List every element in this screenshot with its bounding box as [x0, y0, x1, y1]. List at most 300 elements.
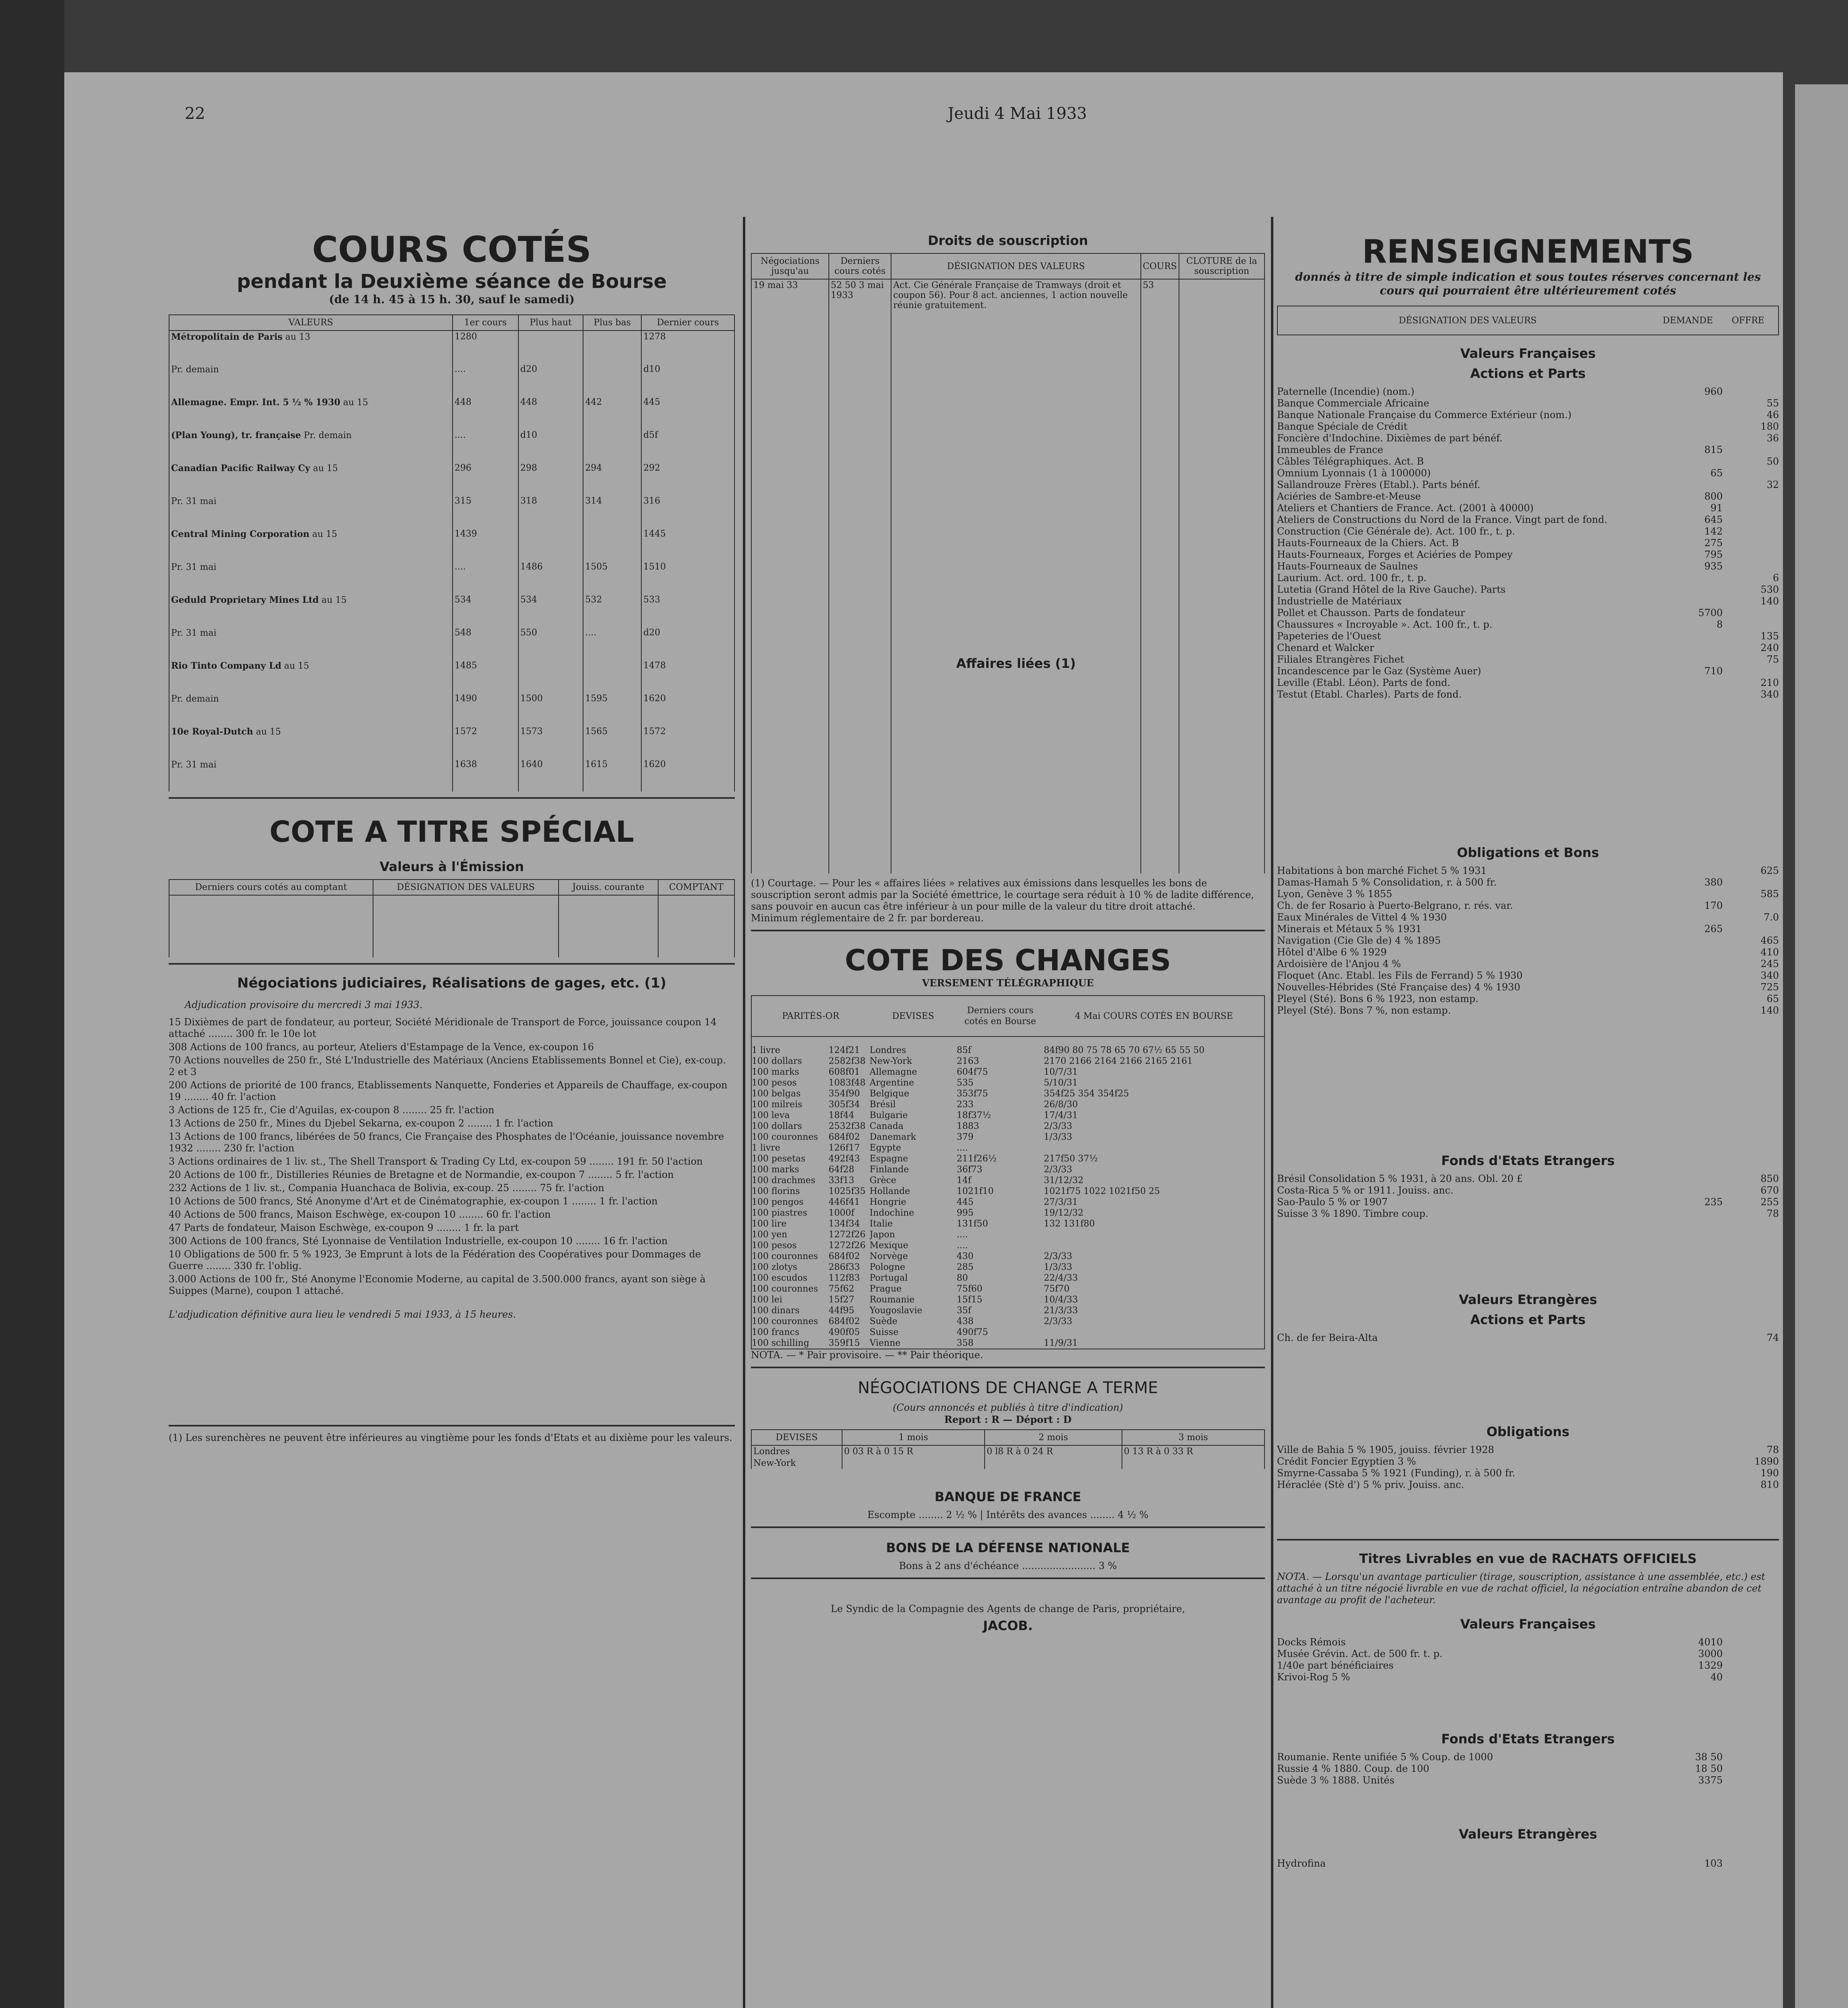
cours-last: 1620 — [641, 759, 734, 792]
list-item — [1277, 502, 1779, 514]
table-cell: 5/10/31 — [1044, 1078, 1078, 1088]
negociations-intro: Adjudication provisoire du mercredi 3 mai 1933. — [185, 999, 423, 1010]
value-demande — [1662, 982, 1723, 993]
value-demande: 815 — [1704, 444, 1723, 455]
table-cell: Espagne — [869, 1154, 908, 1164]
list-item: 10 Actions de 500 francs, Sté Anonyme d'Art et de Cinématographie, ex-coupon 1 ........ 1 fr. l'action — [169, 1196, 658, 1207]
value-offre: 245 — [1760, 958, 1779, 969]
table-row — [752, 1218, 1264, 1229]
value-demande: 5700 — [1698, 607, 1723, 618]
value-demande: 65 — [1710, 467, 1723, 479]
table-cell: 36f73 — [957, 1165, 983, 1175]
value-name: Brésil Consolidation 5 % 1931, à 20 ans. Obl. 20 £ — [1277, 1173, 1523, 1184]
table-cell: 100 lei — [752, 1295, 783, 1305]
table-cell: 1083f48 — [828, 1078, 866, 1088]
cours-name-text: Allemagne. Empr. Int. 5 ½ % 1930 — [171, 397, 341, 408]
cours-name — [169, 561, 453, 594]
list-item: 15 Dixièmes de part de fondateur, au porteur, Société Méridionale de Transport de Force, jouissance coupon 14 attaché ........ 300 fr. le 10e lot — [169, 1016, 717, 1039]
value-demande — [1662, 409, 1723, 421]
cours-title: COURS COTÉS — [312, 229, 592, 270]
column-header: 1er cours — [453, 315, 518, 331]
banque-line: Escompte ........ 2 ½ % | Intérêts des avances ........ 4 ½ % — [867, 1509, 1148, 1520]
value-name: Hydrofina — [1277, 1858, 1326, 1869]
page-number: 22 — [185, 104, 205, 123]
cours-last: 292 — [641, 462, 734, 495]
table-cell: Finlande — [869, 1165, 909, 1175]
table-row — [752, 1077, 1264, 1088]
column-header: Négociations jusqu'au — [751, 253, 829, 279]
value-demande: 275 — [1704, 537, 1723, 549]
table-cell: Hongrie — [869, 1197, 906, 1207]
value-name: Chaussures « Incroyable ». Act. 100 fr., t. p. — [1277, 619, 1493, 630]
value-offre: 530 — [1760, 584, 1779, 595]
value-demande: 3375 — [1698, 1775, 1723, 1786]
table-row — [752, 1229, 1264, 1240]
t-ve-title: Valeurs Etrangères — [1458, 1826, 1597, 1842]
table-row — [752, 1088, 1264, 1099]
page-header — [185, 104, 1848, 129]
value-demande: 800 — [1704, 491, 1723, 502]
droits-title: Droits de souscription — [928, 233, 1088, 248]
table-cell: Londres — [869, 1045, 906, 1055]
table-cell: .... — [957, 1143, 968, 1153]
cours-low: .... — [583, 627, 641, 660]
table-row — [169, 561, 734, 594]
column-header: Plus haut — [518, 315, 583, 331]
value-name: Ch. de fer Rosario à Puerto-Belgrano, r. rés. var. — [1277, 900, 1513, 911]
list-item — [1277, 491, 1779, 502]
value-name: Damas-Hamah 5 % Consolidation, r. à 500 fr. — [1277, 877, 1497, 888]
list-item: 13 Actions de 250 fr., Mines du Djebel Sekarna, ex-coupon 2 ........ 1 fr. l'action — [169, 1118, 553, 1129]
cours-name — [169, 759, 453, 792]
syndic-name: JACOB. — [983, 1618, 1033, 1633]
table-cell: 684f02 — [828, 1132, 860, 1142]
renseignements-title: RENSEIGNEMENTS — [1362, 233, 1694, 270]
table-cell: 10/4/33 — [1044, 1295, 1078, 1305]
table-row — [169, 726, 734, 759]
divider — [751, 1367, 1265, 1368]
table-cell: 18f44 — [828, 1110, 855, 1120]
cours-low — [583, 363, 641, 396]
cours-low — [583, 331, 641, 363]
table-cell: 0 13 R à 0 33 R — [1122, 1445, 1265, 1457]
cours-first: 1572 — [453, 726, 518, 759]
cours-name-text: Rio Tinto Company Ld — [171, 661, 281, 671]
value-demande: 40 — [1710, 1671, 1723, 1683]
value-demande: 380 — [1704, 877, 1723, 888]
changes-subtitle: VERSEMENT TÉLÉGRAPHIQUE — [922, 977, 1094, 989]
negociations-closing: L'adjudication définitive aura lieu le vendredi 5 mai 1933, à 15 heures. — [169, 1309, 516, 1320]
changes-table — [751, 995, 1265, 1349]
bons-line: Bons à 2 ans d'échéance ........................ 3 % — [899, 1560, 1117, 1571]
cours-name — [169, 660, 453, 693]
column-cours — [169, 217, 735, 2008]
value-demande — [1662, 456, 1723, 467]
table-cell: 100 dinars — [752, 1306, 800, 1316]
table-cell: 2/3/33 — [1044, 1316, 1073, 1326]
value-name: Sao-Paulo 5 % or 1907 — [1277, 1196, 1388, 1208]
table-cell: 100 florins — [752, 1186, 800, 1196]
table-row — [169, 594, 734, 627]
value-offre: 340 — [1760, 970, 1779, 981]
table-cell: 2/3/33 — [1044, 1121, 1073, 1131]
table-cell: 132 131f80 — [1044, 1219, 1095, 1229]
value-demande: 645 — [1704, 514, 1723, 525]
cours-term: Pr. 31 mai — [171, 628, 216, 638]
table-row — [752, 1284, 1264, 1294]
value-offre — [1723, 900, 1779, 912]
value-offre: 36 — [1766, 433, 1779, 444]
list-item — [1277, 537, 1779, 549]
table-cell: 124f21 — [828, 1045, 860, 1055]
value-demande: 935 — [1704, 561, 1723, 572]
column-header: DEVISES — [892, 1011, 934, 1021]
value-demande — [1662, 1208, 1723, 1220]
cours-name — [169, 429, 453, 462]
list-item: 13 Actions de 100 francs, libérées de 50 francs, Cie Française des Phosphates de l'Océanie, jouissance novembre 1932 ........ 230 fr. l'action — [169, 1131, 724, 1154]
table-cell: 100 couronnes — [752, 1251, 818, 1261]
cours-first: .... — [453, 363, 518, 396]
value-name: Hauts-Fourneaux, Forges et Aciéries de Pompey — [1277, 549, 1513, 560]
value-demande: 38 50 — [1695, 1751, 1723, 1763]
value-offre: 78 — [1766, 1444, 1779, 1455]
value-demande: 18 50 — [1695, 1763, 1723, 1774]
table-cell: 1025f35 — [828, 1186, 866, 1196]
table-cell: 445 — [957, 1197, 974, 1207]
cours-last: d20 — [641, 627, 734, 660]
value-name: Pleyel (Sté). Bons 6 % 1923, non estamp. — [1277, 993, 1479, 1004]
value-demande — [1662, 572, 1723, 584]
column-header: 4 Mai COURS COTÉS EN BOURSE — [1075, 1011, 1233, 1021]
value-demande — [1662, 677, 1723, 689]
value-demande — [1662, 888, 1723, 900]
table-cell: 26/8/30 — [1044, 1100, 1078, 1110]
cours-low: 532 — [583, 594, 641, 627]
ve-ob-title: Obligations — [1486, 1424, 1570, 1439]
table-cell: 100 dollars — [752, 1121, 802, 1131]
droits-value: 53 — [1141, 279, 1179, 873]
cours-first: 296 — [453, 462, 518, 495]
value-name: Smyrne-Cassaba 5 % 1921 (Funding), r. à 500 fr. — [1277, 1467, 1516, 1479]
cours-low: 1595 — [583, 693, 641, 726]
cours-first: 1490 — [453, 693, 518, 726]
table-row — [752, 1186, 1264, 1197]
table-cell: New-York — [869, 1056, 912, 1066]
table-cell: Prague — [869, 1284, 902, 1294]
value-offre: 465 — [1760, 935, 1779, 946]
cours-first: 1485 — [453, 660, 518, 693]
list-item: 300 Actions de 100 francs, Sté Lyonnaise de Ventilation Industrielle, ex-coupon 10 ........ 16 fr. l'action — [169, 1235, 668, 1247]
table-cell: 353f75 — [957, 1089, 988, 1099]
cours-high: 1640 — [518, 759, 583, 792]
table-cell — [1122, 1457, 1265, 1469]
value-demande — [1662, 947, 1723, 958]
value-demande — [1662, 865, 1723, 877]
list-item — [1277, 900, 1779, 912]
list-item — [1277, 1185, 1779, 1196]
table-cell: 100 pengos — [752, 1197, 804, 1207]
value-offre: 75 — [1766, 654, 1779, 665]
table-row — [752, 1208, 1264, 1218]
cours-term: au 15 — [340, 398, 368, 408]
cours-name — [169, 693, 453, 726]
value-offre: 240 — [1760, 642, 1779, 653]
table-cell: 131f50 — [957, 1219, 988, 1229]
list-item — [1277, 677, 1779, 689]
list-item — [1277, 888, 1779, 900]
table-row — [169, 627, 734, 660]
vf-title: Valeurs Françaises — [1460, 346, 1596, 361]
table-cell: 100 pesetas — [752, 1154, 806, 1164]
value-name: Costa-Rica 5 % or 1911. Jouiss. anc. — [1277, 1185, 1454, 1196]
changes-nota: NOTA. — * Pair provisoire. — ** Pair théorique. — [751, 1349, 983, 1361]
table-row — [752, 1294, 1264, 1305]
banque-title: BANQUE DE FRANCE — [934, 1489, 1081, 1504]
value-offre — [1723, 537, 1779, 549]
value-name: Héraclée (Stè d') 5 % priv. Jouiss. anc. — [1277, 1479, 1465, 1490]
list-item — [1277, 1332, 1779, 1344]
list-item — [1277, 398, 1779, 409]
value-demande: 91 — [1710, 502, 1723, 514]
table-cell: Suède — [869, 1316, 897, 1326]
droits-date: 19 mai 33 — [751, 279, 829, 873]
value-name: Suisse 3 % 1890. Timbre coup. — [1277, 1208, 1429, 1219]
cours-low — [583, 528, 641, 561]
value-offre: 210 — [1760, 677, 1779, 688]
table-cell: 100 francs — [752, 1327, 800, 1337]
value-offre: 625 — [1760, 865, 1779, 876]
value-name: 1/40e part bénéficiaires — [1277, 1660, 1394, 1671]
droits-table — [751, 253, 1265, 873]
column-header: Jouiss. courante — [559, 880, 658, 895]
table-cell: Yougoslavie — [869, 1306, 922, 1316]
table-cell — [1044, 1327, 1264, 1338]
cours-first: .... — [453, 561, 518, 594]
value-offre: 255 — [1760, 1196, 1779, 1208]
table-cell: 64f28 — [828, 1165, 855, 1175]
table-cell: 2532f38 — [828, 1121, 866, 1131]
list-item: 20 Actions de 100 fr., Distilleries Réunies de Bretagne et de Normandie, ex-coupon 7 ........ 5 fr. l'action — [169, 1169, 674, 1180]
table-cell: Mexique — [869, 1241, 908, 1251]
cours-name — [169, 331, 453, 363]
table-cell: 1883 — [957, 1121, 979, 1131]
value-name: Minerais et Métaux 5 % 1931 — [1277, 923, 1422, 935]
value-demande: 265 — [1704, 923, 1723, 935]
list-item — [1277, 467, 1779, 479]
column-changes — [751, 217, 1265, 2008]
value-name: Suède 3 % 1888. Unités — [1277, 1775, 1395, 1786]
list-item — [1277, 1479, 1779, 1491]
table-cell: Hollande — [869, 1186, 910, 1196]
table-cell — [985, 1457, 1122, 1469]
titres-title: Titres Livrables en vue de RACHATS OFFICIELS — [1359, 1551, 1697, 1566]
value-name: Lutetia (Grand Hôtel de la Rive Gauche). Parts — [1277, 584, 1506, 595]
table-cell — [1044, 1240, 1264, 1251]
cours-term: au 15 — [281, 661, 309, 671]
value-demande — [1662, 1456, 1723, 1467]
table-cell: Suisse — [869, 1327, 899, 1337]
value-name: Industrielle de Matériaux — [1277, 596, 1402, 607]
table-row — [752, 1175, 1264, 1186]
cours-high: 550 — [518, 627, 583, 660]
terme-table — [751, 1429, 1265, 1469]
value-name: Pollet et Chausson. Parts de fondateur — [1277, 607, 1465, 618]
table-row — [752, 1197, 1264, 1208]
table-cell: 535 — [957, 1078, 974, 1088]
table-cell: 100 couronnes — [752, 1132, 818, 1142]
value-name: Leville (Etabl. Léon). Parts de fond. — [1277, 677, 1450, 688]
cours-last: 1445 — [641, 528, 734, 561]
valeurs-emission-title: Valeurs à l'Émission — [379, 859, 524, 874]
table-cell: Pologne — [869, 1262, 906, 1272]
list-item — [1277, 1467, 1779, 1479]
value-offre: 410 — [1760, 947, 1779, 958]
value-offre: 65 — [1766, 993, 1779, 1004]
table-cell: 1/3/33 — [1044, 1132, 1073, 1142]
list-item: 3 Actions de 125 fr., Cie d'Aguilas, ex-coupon 8 ........ 25 fr. l'action — [169, 1104, 494, 1116]
list-item — [1277, 1648, 1779, 1660]
value-name: Eaux Minérales de Vittel 4 % 1930 — [1277, 912, 1447, 923]
table-cell: 0 03 R à 0 15 R — [842, 1445, 985, 1457]
cours-name — [169, 726, 453, 759]
table-cell: 0 l8 R à 0 24 R — [985, 1445, 1122, 1457]
cours-name-text: 10e Royal-Dutch — [171, 726, 253, 737]
column-header: Dernier cours — [641, 315, 734, 331]
value-name: Docks Rémois — [1277, 1637, 1346, 1648]
renseignements-subtitle: donnés à titre de simple indication et sous toutes réserves concernant les cours qui pourraient être ultérieurement cotés — [1295, 270, 1761, 297]
value-demande — [1662, 596, 1723, 607]
table-cell: 19/12/32 — [1044, 1208, 1084, 1218]
table-cell: 379 — [957, 1132, 974, 1142]
table-cell: 134f34 — [828, 1219, 860, 1229]
value-name: Chenard et Walcker — [1277, 642, 1374, 653]
cours-high: d20 — [518, 363, 583, 396]
table-cell: Italie — [869, 1219, 893, 1229]
cours-first: 534 — [453, 594, 518, 627]
list-item — [1277, 549, 1779, 561]
list-item — [1277, 607, 1779, 619]
value-demande — [1662, 1332, 1723, 1344]
table-cell: 1272f26 — [828, 1241, 866, 1251]
table-cell: 305f34 — [828, 1100, 860, 1110]
cote-special-title: COTE A TITRE SPÉCIAL — [269, 815, 634, 849]
table-row — [752, 1305, 1264, 1316]
value-name: Musée Grévin. Act. de 500 fr. t. p. — [1277, 1648, 1443, 1659]
value-name: Ville de Bahia 5 % 1905, jouiss. février 1928 — [1277, 1444, 1494, 1455]
value-demande — [1662, 912, 1723, 923]
table-cell: New-York — [751, 1457, 842, 1469]
titres-nota: NOTA. — Lorsqu'un avantage particulier (tirage, souscription, assistance à une assemblée, etc.) est attaché à un titre négocié livrable en vue de rachat officiel, la négociation entraîne abandon de cet avantage au profit de l'acheteur. — [1277, 1571, 1765, 1606]
table-cell: 100 piastres — [752, 1208, 808, 1218]
value-name: Pleyel (Sté). Bons 7 %, non estamp. — [1277, 1005, 1451, 1016]
table-cell: 126f17 — [828, 1143, 860, 1153]
table-cell: 359f15 — [828, 1338, 860, 1348]
list-item: 40 Actions de 500 francs, Maison Eschwège, ex-coupon 10 ........ 60 fr. l'action — [169, 1209, 551, 1220]
t-fe-title: Fonds d'Etats Etrangers — [1441, 1731, 1615, 1747]
table-row — [169, 331, 734, 363]
value-offre — [1723, 467, 1779, 479]
cours-term: Pr. demain — [171, 365, 219, 375]
cours-last: 1278 — [641, 331, 734, 363]
list-item — [1277, 561, 1779, 572]
table-cell: 354f90 — [828, 1089, 860, 1099]
table-cell: 1021f75 1022 1021f50 25 — [1044, 1186, 1160, 1196]
table-cell: 430 — [957, 1251, 974, 1261]
value-name: Aciéries de Sambre-et-Meuse — [1277, 491, 1421, 502]
table-cell: Canada — [869, 1121, 904, 1131]
table-cell: 14f — [957, 1175, 971, 1186]
table-cell: 75f62 — [828, 1284, 855, 1294]
table-cell: 100 lire — [752, 1219, 787, 1229]
value-demande — [1662, 958, 1723, 970]
list-item: 3 Actions ordinaires de 1 liv. st., The Shell Transport & Trading Cy Ltd, ex-coupon 59 ........ 191 fr. 50 l'action — [169, 1156, 703, 1167]
value-demande — [1662, 642, 1723, 654]
value-name: Crédit Foncier Egyptien 3 % — [1277, 1456, 1416, 1467]
value-offre: 340 — [1760, 689, 1779, 700]
table-row — [752, 1121, 1264, 1132]
terme-report: Report : R — Déport : D — [944, 1414, 1072, 1425]
list-item — [1277, 1763, 1779, 1775]
table-row — [169, 495, 734, 528]
table-cell: Norvège — [869, 1251, 908, 1261]
table-cell: 85f — [957, 1045, 971, 1055]
value-name: Habitations à bon marché Fichet 5 % 1931 — [1277, 865, 1487, 876]
table-cell: 84f90 80 75 78 65 70 67½ 65 55 50 — [1044, 1045, 1205, 1055]
value-offre — [1723, 1858, 1779, 1869]
table-cell — [1044, 1143, 1264, 1153]
cote-special-table — [169, 879, 735, 957]
list-item — [1277, 386, 1779, 398]
list-item: 10 Obligations de 500 fr. 5 % 1923, 3e Emprunt à lots de la Fédération des Coopératives pour Dommages de Guerre ........ 330 fr. l'oblig. — [169, 1249, 701, 1271]
value-demande: 795 — [1704, 549, 1723, 560]
list-item — [1277, 421, 1779, 433]
value-offre — [1723, 526, 1779, 537]
renseignements-header — [1277, 306, 1779, 335]
cours-name — [169, 462, 453, 495]
cours-low: 1615 — [583, 759, 641, 792]
table-cell: 1021f10 — [957, 1186, 994, 1196]
table-cell: Allemagne — [869, 1067, 917, 1077]
t-ve-list — [1277, 1858, 1779, 1869]
table-cell: Vienne — [869, 1338, 901, 1348]
value-offre — [1723, 549, 1779, 561]
cours-first: 315 — [453, 495, 518, 528]
ve-ob-list — [1277, 1444, 1779, 1491]
value-offre — [1723, 514, 1779, 526]
list-item — [1277, 642, 1779, 654]
value-name: Papeteries de l'Ouest — [1277, 631, 1381, 642]
value-demande — [1662, 421, 1723, 433]
list-item: 200 Actions de priorité de 100 francs, Etablissements Nanquette, Fonderies et Appareils de Chauffage, ex-coupon 19 ........ 40 fr. l'action — [169, 1080, 728, 1102]
negociations-title: Négociations judiciaires, Réalisations de gages, etc. (1) — [237, 975, 667, 991]
table-row — [752, 1338, 1264, 1349]
table-cell: 2582f38 — [828, 1056, 866, 1066]
cours-name — [169, 363, 453, 396]
value-name: Sallandrouze Frères (Etabl.). Parts bénéf. — [1277, 479, 1481, 490]
table-cell: 233 — [957, 1100, 974, 1110]
list-item — [1277, 1637, 1779, 1648]
table-cell: 354f25 354 354f25 — [1044, 1089, 1129, 1099]
value-offre — [1723, 444, 1779, 456]
cours-high: 534 — [518, 594, 583, 627]
table-cell: 100 pesos — [752, 1241, 797, 1251]
table-cell: Belgique — [869, 1089, 910, 1099]
divider — [751, 930, 1265, 931]
table-cell: 80 — [957, 1273, 968, 1283]
table-cell: 100 marks — [752, 1067, 800, 1077]
list-item — [1277, 993, 1779, 1005]
table-cell: 446f41 — [828, 1197, 860, 1207]
